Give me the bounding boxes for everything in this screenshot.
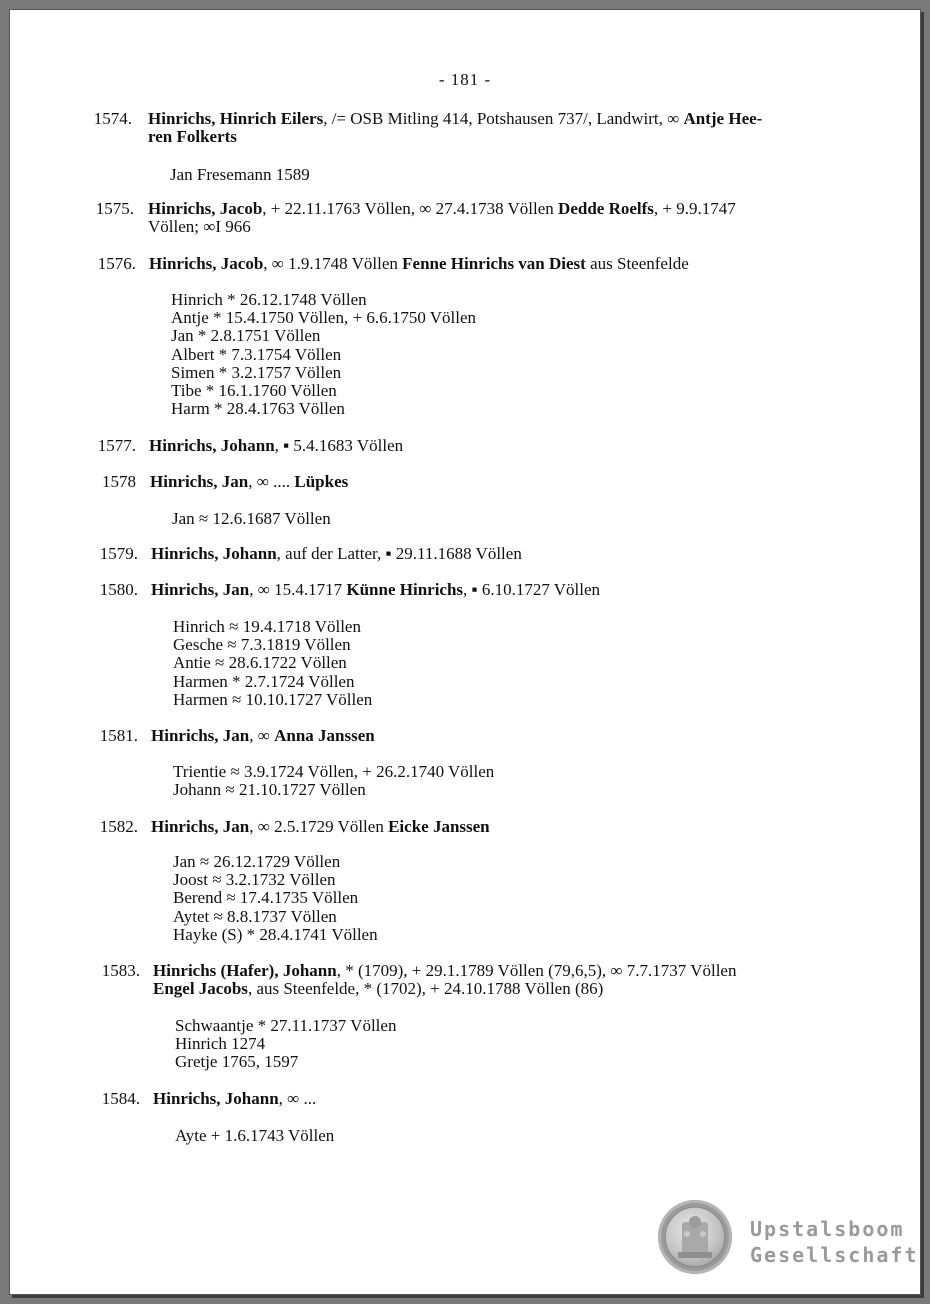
entry-heading: Hinrichs, Jacob, ∞ 1.9.1748 Völlen Fenne Hinrichs van Diest aus Steenfelde: [149, 254, 689, 273]
children-1574: [170, 166, 310, 184]
children-1580: [173, 618, 372, 709]
entry-heading: Hinrichs, Johann, auf der Latter, ▪ 29.11.1688 Völlen: [151, 544, 522, 563]
entry-number: 1577.: [97, 436, 136, 455]
children-1581: [173, 763, 494, 799]
entry-heading: Hinrichs, Jan, ∞ 15.4.1717 Künne Hinrichs, ▪ 6.10.1727 Völlen: [151, 580, 601, 599]
entry-number: 1576.: [97, 254, 136, 273]
entry-number: 1581.: [99, 726, 138, 745]
child-line: Antje * 15.4.1750 Völlen, + 6.6.1750 Völlen: [171, 308, 477, 328]
page-number: - 181 -: [438, 70, 492, 89]
children-1576: [171, 291, 476, 418]
entry-heading: Hinrichs, Jacob, + 22.11.1763 Völlen, ∞ 27.4.1738 Völlen Dedde Roelfs, + 9.9.1747 Völlen; ∞I 966: [148, 199, 736, 236]
child-line: Jan * 2.8.1751 Völlen: [171, 326, 321, 346]
child-line: Hayke (S) * 28.4.1741 Völlen: [173, 924, 378, 944]
entry-number: 1584.: [101, 1089, 140, 1108]
child-line: Gretje 1765, 1597: [175, 1052, 299, 1072]
entry-number: 1578: [102, 472, 136, 491]
child-line: Ayte + 1.6.1743 Völlen: [175, 1126, 335, 1145]
children-1584: [175, 1127, 334, 1145]
entry-heading: Hinrichs, Jan, ∞ Anna Janssen: [151, 726, 375, 745]
child-line: Gesche ≈ 7.3.1819 Völlen: [173, 635, 351, 655]
entry-number: 1575.: [95, 199, 134, 218]
entry-number: 1580.: [99, 580, 138, 599]
child-line: Jan Fresemann 1589: [170, 165, 310, 184]
child-line: Tibe * 16.1.1760 Völlen: [171, 381, 337, 401]
child-line: Jan ≈ 26.12.1729 Völlen: [173, 852, 341, 871]
child-line: Harmen ≈ 10.10.1727 Völlen: [173, 689, 373, 709]
child-line: Johann ≈ 21.10.1727 Völlen: [173, 780, 366, 800]
child-line: Hinrich 1274: [175, 1034, 266, 1054]
entry-number: 1574.: [93, 109, 132, 128]
child-line: Schwaantje * 27.11.1737 Völlen: [175, 1016, 397, 1035]
child-line: Joost ≈ 3.2.1732 Völlen: [173, 870, 336, 890]
children-1578: [172, 510, 331, 528]
children-1583: [175, 1017, 396, 1072]
child-line: Jan ≈ 12.6.1687 Völlen: [172, 509, 331, 528]
child-line: Albert * 7.3.1754 Völlen: [171, 344, 342, 364]
organization-name-line2: Gesellschaft: [750, 1243, 919, 1267]
entry-heading: Hinrichs, Hinrich Eilers, /= OSB Mitling 414, Potshausen 737/, Landwirt, ∞ Antje Hee- ren Folkerts: [148, 109, 763, 146]
seal-icon: [658, 1200, 732, 1274]
entry-number: 1582.: [99, 817, 138, 836]
entry-number: 1583.: [101, 961, 140, 980]
entry-heading: Hinrichs, Jan, ∞ .... Lüpkes: [150, 472, 349, 491]
child-line: Harmen * 2.7.1724 Völlen: [173, 671, 355, 691]
child-line: Berend ≈ 17.4.1735 Völlen: [173, 888, 359, 908]
entry-heading: Hinrichs, Jan, ∞ 2.5.1729 Völlen Eicke Janssen: [151, 817, 490, 836]
child-line: Hinrich * 26.12.1748 Völlen: [171, 290, 367, 309]
child-line: Simen * 3.2.1757 Völlen: [171, 362, 342, 382]
child-line: Antie ≈ 28.6.1722 Völlen: [173, 653, 347, 673]
entry-heading: Hinrichs, Johann, ∞ ...: [153, 1089, 317, 1108]
children-1582: [173, 853, 378, 944]
child-line: Aytet ≈ 8.8.1737 Völlen: [173, 906, 337, 926]
child-line: Trientie ≈ 3.9.1724 Völlen, + 26.2.1740 Völlen: [173, 762, 495, 781]
child-line: Harm * 28.4.1763 Völlen: [171, 399, 345, 419]
child-line: Hinrich ≈ 19.4.1718 Völlen: [173, 617, 361, 636]
organization-name-line1: Upstalsboom: [750, 1217, 905, 1241]
entry-heading: Hinrichs, Johann, ▪ 5.4.1683 Völlen: [149, 436, 404, 455]
entry-number: 1579.: [99, 544, 138, 563]
entry-heading: Hinrichs (Hafer), Johann, * (1709), + 29.1.1789 Völlen (79,6,5), ∞ 7.7.1737 Völlen Engel Jacobs, aus Steenfelde, * (1702), + 24.10.1788 Völlen (86): [153, 961, 737, 998]
